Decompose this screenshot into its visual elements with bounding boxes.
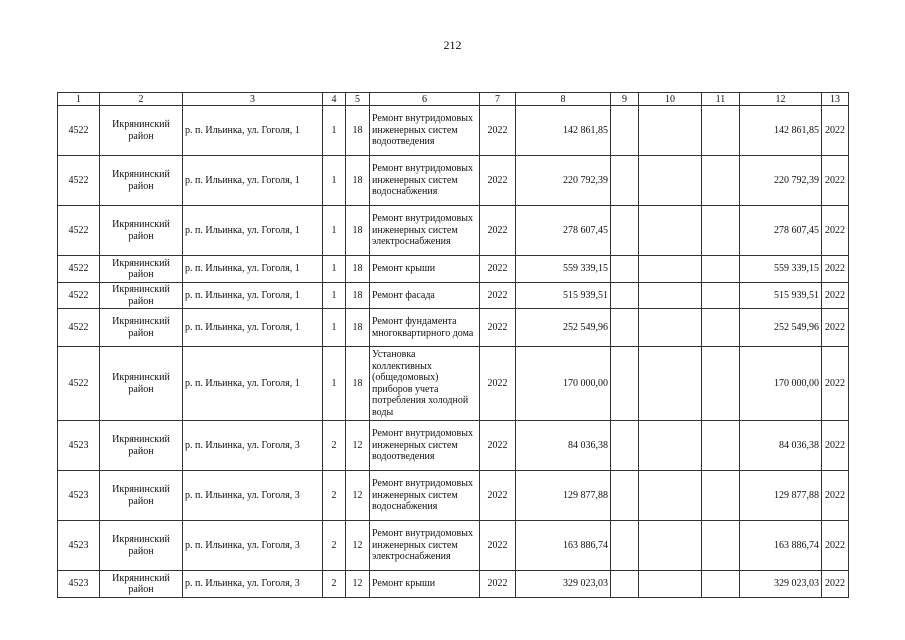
table-row: [58, 421, 849, 471]
cell-work-type: Ремонт внутридомовых инженерных систем электроснабжения: [370, 206, 480, 256]
cell-col11: [702, 156, 740, 206]
column-header: 3: [183, 93, 323, 106]
cell-district: Икрянинский район: [100, 206, 183, 256]
cell-col10: [639, 347, 702, 421]
cell-col10: [639, 571, 702, 598]
cell-district: Икрянинский район: [100, 471, 183, 521]
cell-district: Икрянинский район: [100, 571, 183, 598]
cell-work-type: Ремонт внутридомовых инженерных систем водоотведения: [370, 106, 480, 156]
cell-year-end: 2022: [822, 283, 849, 309]
cell-cost-total: 163 886,74: [740, 521, 822, 571]
cell-cost-total: 142 861,85: [740, 106, 822, 156]
cell-col11: [702, 521, 740, 571]
cell-cost: 170 000,00: [516, 347, 611, 421]
cell-district: Икрянинский район: [100, 256, 183, 283]
cell-address: р. п. Ильинка, ул. Гоголя, 1: [183, 309, 323, 347]
cell-col10: [639, 421, 702, 471]
cell-id: 4522: [58, 206, 100, 256]
cell-col10: [639, 309, 702, 347]
cell-year-end: 2022: [822, 421, 849, 471]
cell-col5: 18: [346, 206, 370, 256]
cell-id: 4522: [58, 283, 100, 309]
cell-col10: [639, 206, 702, 256]
cell-cost-total: 252 549,96: [740, 309, 822, 347]
cell-col9: [611, 571, 639, 598]
cell-col4: 1: [323, 206, 346, 256]
cell-col10: [639, 471, 702, 521]
cell-col10: [639, 156, 702, 206]
cell-cost-total: 129 877,88: [740, 471, 822, 521]
cell-col5: 18: [346, 309, 370, 347]
cell-work-type: Ремонт внутридомовых инженерных систем водоснабжения: [370, 471, 480, 521]
column-header: 5: [346, 93, 370, 106]
column-header: 10: [639, 93, 702, 106]
cell-id: 4523: [58, 571, 100, 598]
cell-col5: 18: [346, 156, 370, 206]
cell-district: Икрянинский район: [100, 106, 183, 156]
cell-col9: [611, 421, 639, 471]
cell-year-end: 2022: [822, 256, 849, 283]
cell-col9: [611, 283, 639, 309]
cell-address: р. п. Ильинка, ул. Гоголя, 3: [183, 571, 323, 598]
cell-district: Икрянинский район: [100, 309, 183, 347]
cell-col10: [639, 106, 702, 156]
cell-district: Икрянинский район: [100, 156, 183, 206]
cell-cost: 515 939,51: [516, 283, 611, 309]
column-header: 11: [702, 93, 740, 106]
cell-col5: 12: [346, 471, 370, 521]
cell-cost: 163 886,74: [516, 521, 611, 571]
cell-cost: 252 549,96: [516, 309, 611, 347]
cell-work-type: Ремонт крыши: [370, 256, 480, 283]
cell-col11: [702, 309, 740, 347]
cell-col4: 1: [323, 256, 346, 283]
table-row: [58, 106, 849, 156]
cell-district: Икрянинский район: [100, 283, 183, 309]
cell-col4: 1: [323, 156, 346, 206]
cell-address: р. п. Ильинка, ул. Гоголя, 3: [183, 421, 323, 471]
cell-col5: 18: [346, 347, 370, 421]
cell-year-end: 2022: [822, 471, 849, 521]
cell-address: р. п. Ильинка, ул. Гоголя, 1: [183, 347, 323, 421]
cell-col5: 18: [346, 106, 370, 156]
cell-id: 4523: [58, 521, 100, 571]
cell-id: 4522: [58, 156, 100, 206]
table-row: [58, 283, 849, 309]
cell-address: р. п. Ильинка, ул. Гоголя, 1: [183, 206, 323, 256]
cell-work-type: Установка коллективных (общедомовых) приборов учета потребления холодной воды: [370, 347, 480, 421]
column-number-row: [58, 93, 849, 106]
cell-address: р. п. Ильинка, ул. Гоголя, 1: [183, 256, 323, 283]
cell-col9: [611, 347, 639, 421]
cell-id: 4522: [58, 347, 100, 421]
cell-cost-total: 559 339,15: [740, 256, 822, 283]
column-header: 12: [740, 93, 822, 106]
column-header: 1: [58, 93, 100, 106]
cell-year-end: 2022: [822, 521, 849, 571]
table-row: [58, 521, 849, 571]
table-row: [58, 156, 849, 206]
cell-district: Икрянинский район: [100, 521, 183, 571]
cell-work-type: Ремонт внутридомовых инженерных систем водоотведения: [370, 421, 480, 471]
cell-year: 2022: [480, 471, 516, 521]
cell-work-type: Ремонт фундамента многоквартирного дома: [370, 309, 480, 347]
cell-col5: 18: [346, 256, 370, 283]
cell-col9: [611, 206, 639, 256]
table-row: [58, 471, 849, 521]
cell-col9: [611, 256, 639, 283]
cell-year-end: 2022: [822, 571, 849, 598]
cell-cost: 142 861,85: [516, 106, 611, 156]
cell-district: Икрянинский район: [100, 421, 183, 471]
cell-col11: [702, 421, 740, 471]
cell-year-end: 2022: [822, 106, 849, 156]
cell-address: р. п. Ильинка, ул. Гоголя, 1: [183, 156, 323, 206]
column-header: 4: [323, 93, 346, 106]
cell-col5: 12: [346, 421, 370, 471]
cell-work-type: Ремонт внутридомовых инженерных систем электроснабжения: [370, 521, 480, 571]
cell-cost: 559 339,15: [516, 256, 611, 283]
cell-work-type: Ремонт внутридомовых инженерных систем водоснабжения: [370, 156, 480, 206]
cell-col11: [702, 206, 740, 256]
column-header: 2: [100, 93, 183, 106]
cell-id: 4523: [58, 421, 100, 471]
cell-col9: [611, 309, 639, 347]
column-header: 8: [516, 93, 611, 106]
cell-cost-total: 329 023,03: [740, 571, 822, 598]
cell-cost-total: 220 792,39: [740, 156, 822, 206]
cell-col4: 2: [323, 421, 346, 471]
cell-col10: [639, 256, 702, 283]
cell-year: 2022: [480, 206, 516, 256]
cell-year-end: 2022: [822, 206, 849, 256]
cell-year: 2022: [480, 421, 516, 471]
table-row: [58, 256, 849, 283]
cell-id: 4522: [58, 106, 100, 156]
table-row: [58, 309, 849, 347]
cell-col4: 2: [323, 471, 346, 521]
cell-col4: 1: [323, 309, 346, 347]
cell-address: р. п. Ильинка, ул. Гоголя, 3: [183, 471, 323, 521]
cell-col4: 1: [323, 283, 346, 309]
cell-id: 4522: [58, 256, 100, 283]
cell-year: 2022: [480, 256, 516, 283]
cell-cost: 129 877,88: [516, 471, 611, 521]
cell-col5: 12: [346, 521, 370, 571]
column-header: 13: [822, 93, 849, 106]
cell-year: 2022: [480, 156, 516, 206]
cell-col11: [702, 256, 740, 283]
table-row: [58, 571, 849, 598]
cell-col11: [702, 347, 740, 421]
table-row: [58, 206, 849, 256]
cell-id: 4522: [58, 309, 100, 347]
cell-year: 2022: [480, 347, 516, 421]
cell-district: Икрянинский район: [100, 347, 183, 421]
cell-col9: [611, 156, 639, 206]
page-number: 212: [443, 38, 462, 52]
cell-cost-total: 515 939,51: [740, 283, 822, 309]
cell-address: р. п. Ильинка, ул. Гоголя, 3: [183, 521, 323, 571]
cell-year: 2022: [480, 309, 516, 347]
cell-work-type: Ремонт фасада: [370, 283, 480, 309]
cell-year: 2022: [480, 521, 516, 571]
cell-cost-total: 278 607,45: [740, 206, 822, 256]
cell-col11: [702, 471, 740, 521]
cell-year: 2022: [480, 106, 516, 156]
cell-col11: [702, 106, 740, 156]
cell-col5: 12: [346, 571, 370, 598]
cell-col9: [611, 521, 639, 571]
table-row: [58, 347, 849, 421]
cell-col9: [611, 106, 639, 156]
cell-col4: 2: [323, 571, 346, 598]
cell-year-end: 2022: [822, 309, 849, 347]
column-header: 6: [370, 93, 480, 106]
cell-cost: 220 792,39: [516, 156, 611, 206]
cell-col11: [702, 283, 740, 309]
cell-cost: 329 023,03: [516, 571, 611, 598]
cell-col11: [702, 571, 740, 598]
cell-cost-total: 84 036,38: [740, 421, 822, 471]
cell-cost-total: 170 000,00: [740, 347, 822, 421]
cell-col9: [611, 471, 639, 521]
column-header: 9: [611, 93, 639, 106]
cell-address: р. п. Ильинка, ул. Гоголя, 1: [183, 106, 323, 156]
cell-col4: 1: [323, 106, 346, 156]
cell-col4: 1: [323, 347, 346, 421]
cell-id: 4523: [58, 471, 100, 521]
cell-cost: 278 607,45: [516, 206, 611, 256]
cell-col5: 18: [346, 283, 370, 309]
cell-col10: [639, 521, 702, 571]
repair-program-table: [57, 92, 849, 598]
cell-col10: [639, 283, 702, 309]
cell-col4: 2: [323, 521, 346, 571]
cell-address: р. п. Ильинка, ул. Гоголя, 1: [183, 283, 323, 309]
cell-cost: 84 036,38: [516, 421, 611, 471]
column-header: 7: [480, 93, 516, 106]
cell-year: 2022: [480, 571, 516, 598]
cell-year: 2022: [480, 283, 516, 309]
cell-year-end: 2022: [822, 347, 849, 421]
cell-work-type: Ремонт крыши: [370, 571, 480, 598]
cell-year-end: 2022: [822, 156, 849, 206]
